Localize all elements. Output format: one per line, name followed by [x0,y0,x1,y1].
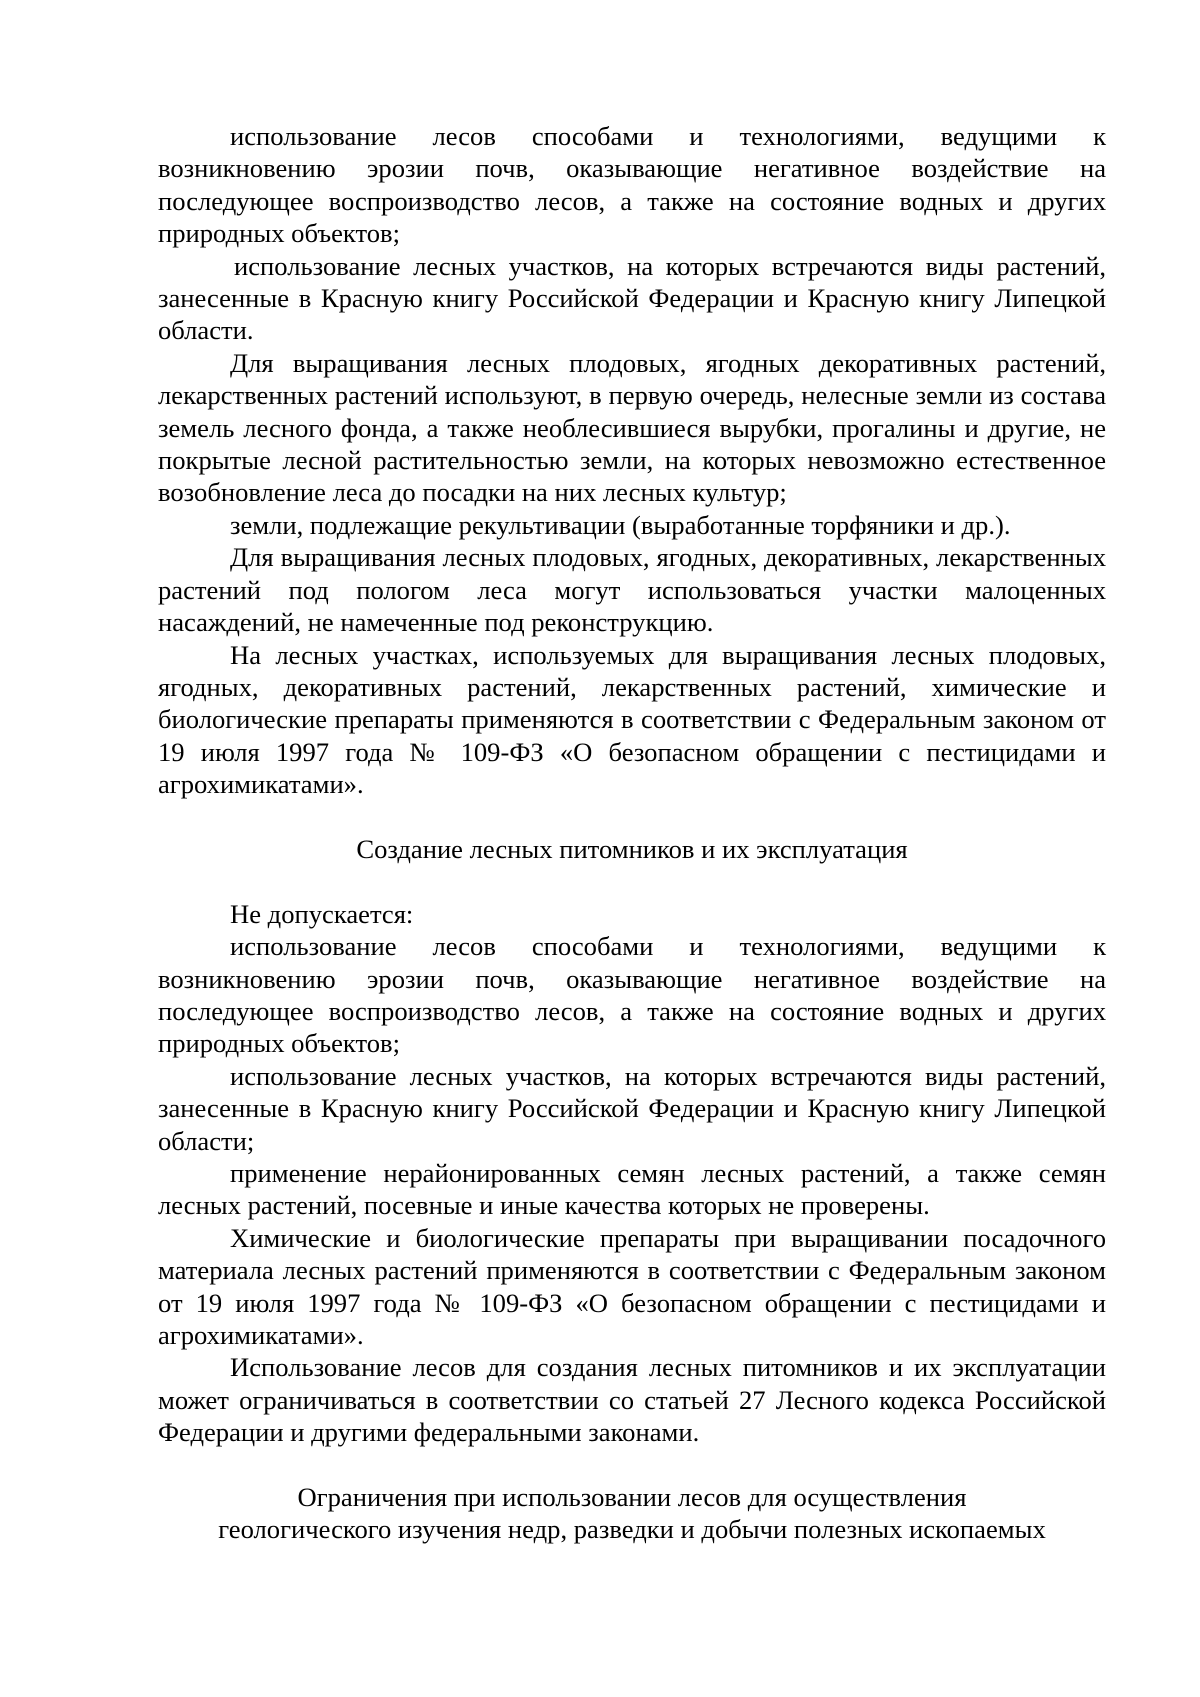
paragraph-erosion-2: использование лесов способами и технологиями, ведущими к возникновению эрозии почв, оказывающие негативное воздействие на последующее воспроизводство лесов, а также на состояние водных и других природных объектов; [158,931,1106,1059]
paragraph-not-allowed: Не допускается: [230,898,414,929]
paragraph-recultivation: земли, подлежащие рекультивации (выработанные торфяники и др.). [230,509,1011,540]
paragraph-red-book-2: использование лесных участков, на которых встречаются виды растений, занесенные в Красную книгу Российской Федерации и Красную книгу Липецкой области; [158,1060,1106,1156]
document-page [158,120,1106,1546]
paragraph-growing-lands: Для выращивания лесных плодовых, ягодных декоративных растений, лекарственных растений используют, в первую очередь, нелесные земли из состава земель лесного фонда, а также необлесившиеся вырубки, прогалины и другие, не покрытые лесной растительностью земли, на которых невозможно естественное возобновление леса до посадки на них лесных культур; [158,347,1106,508]
paragraph-under-canopy: Для выращивания лесных плодовых, ягодных, декоративных, лекарственных растений под пологом леса могут использоваться участки малоценных насаждений, не намеченные под реконструкцию. [158,542,1106,638]
spacer [158,801,1106,833]
section-heading-geology-line1: Ограничения при использовании лесов для осуществления [297,1482,967,1513]
spacer [158,1449,1106,1481]
paragraph-chemicals-2: Химические и биологические препараты при выращивании посадочного материала лесных растений применяются в соответствии с Федеральным законом от 19 июля 1997 года № 109-ФЗ «О безопасном обращении с пестицидами и агрохимикатами». [158,1222,1106,1350]
paragraph-red-book-1: использование лесных участков, на которых встречаются виды растений, занесенные в Красную книгу Российской Федерации и Красную книгу Липецкой области. [158,250,1106,346]
paragraph-erosion-1: использование лесов способами и технологиями, ведущими к возникновению эрозии почв, оказывающие негативное воздействие на последующее воспроизводство лесов, а также на состояние водных и других природных объектов; [158,121,1106,249]
section-heading-nurseries: Создание лесных питомников и их эксплуатация [356,833,908,864]
paragraph-chemicals-1: На лесных участках, используемых для выращивания лесных плодовых, ягодных, декоративных растений, лекарственных растений, химические и биологические препараты применяются в соответствии с Федеральным законом от 19 июля 1997 года № 109-ФЗ «О безопасном обращении с пестицидами и агрохимикатами». [158,639,1106,800]
paragraph-nursery-limits: Использование лесов для создания лесных питомников и их эксплуатации может ограничиваться в соответствии со статьей 27 Лесного кодекса Российской Федерации и другими федеральными законами. [158,1352,1106,1448]
paragraph-seeds: применение нерайонированных семян лесных растений, а также семян лесных растений, посевные и иные качества которых не проверены. [158,1157,1106,1221]
section-heading-geology-line2: геологического изучения недр, разведки и добычи полезных ископаемых [218,1514,1046,1545]
spacer [158,865,1106,897]
